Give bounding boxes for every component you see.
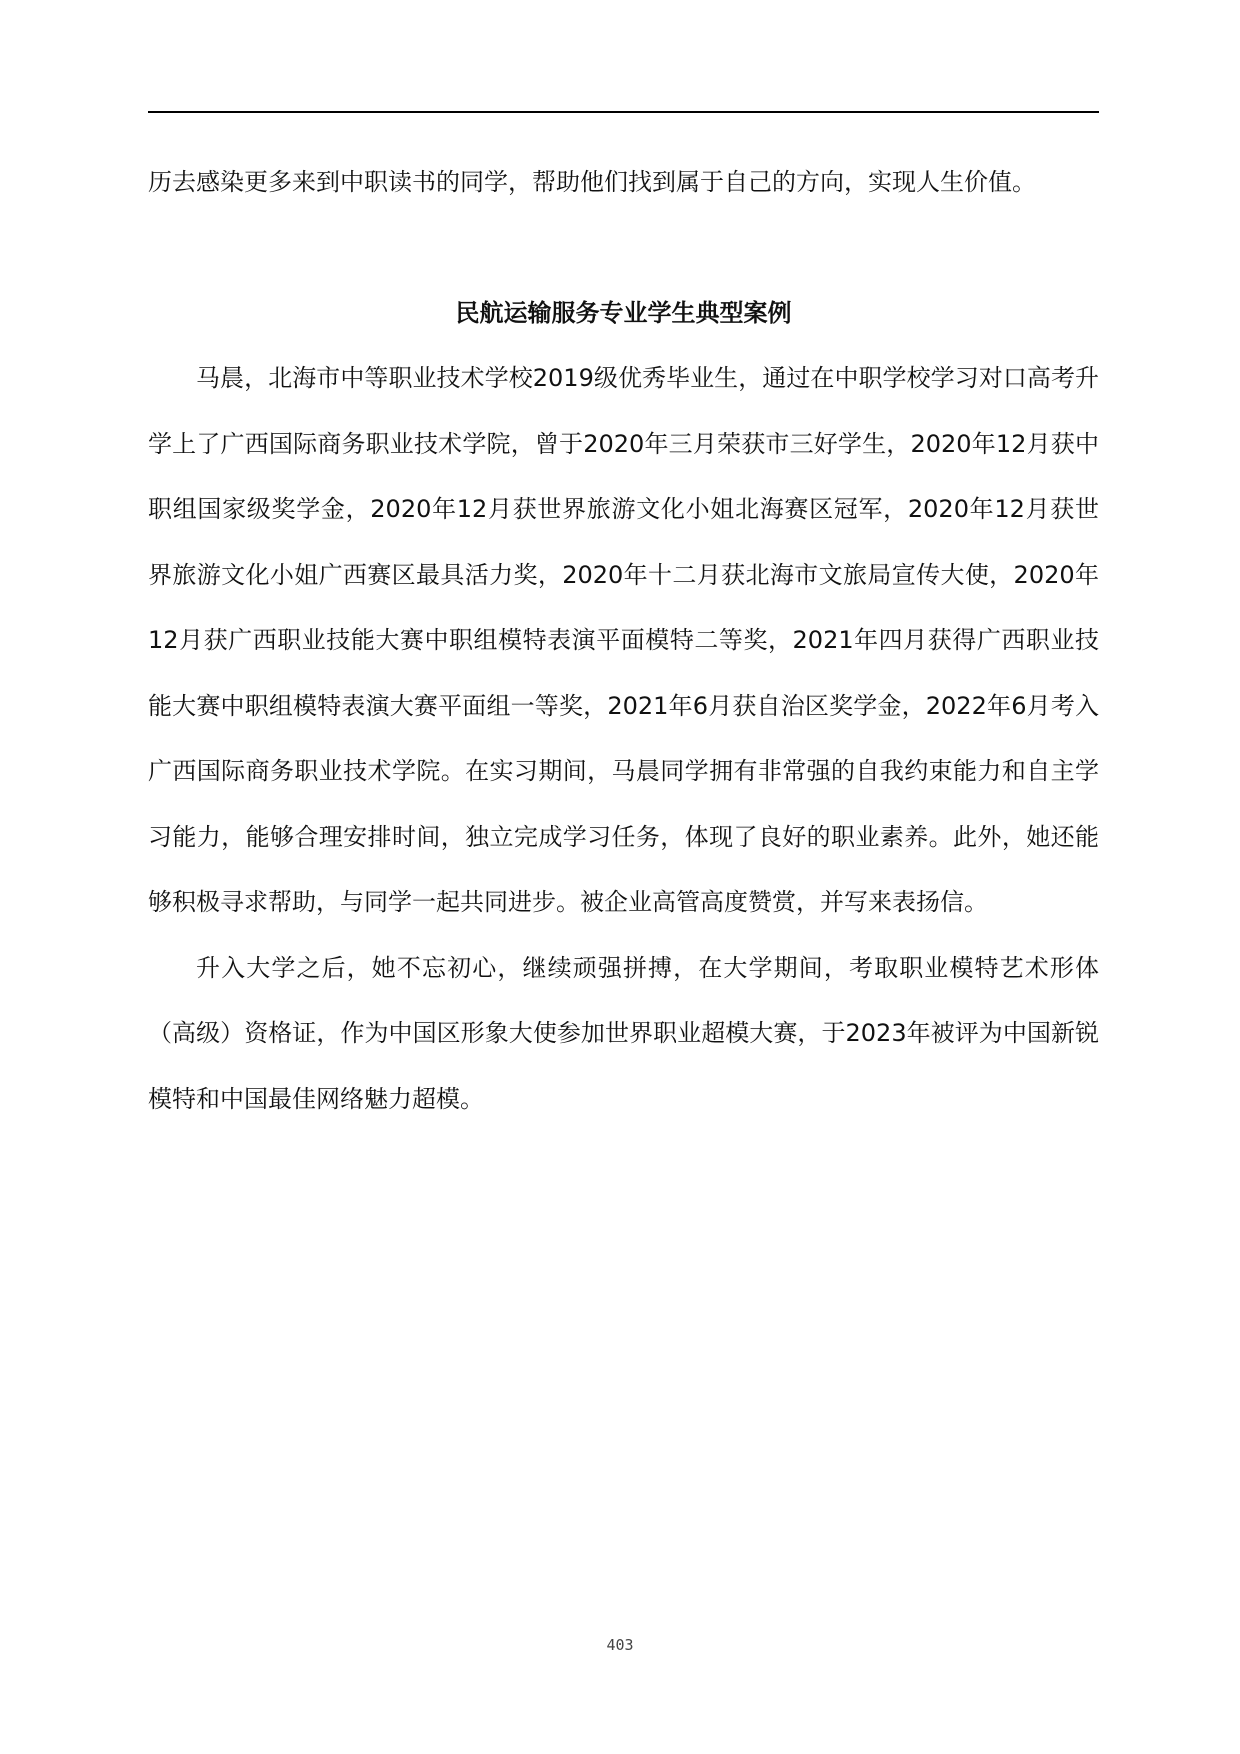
continuation-paragraph: 历去感染更多来到中职读书的同学，帮助他们找到属于自己的方向，实现人生价值。 — [148, 168, 1036, 196]
page-number: 403 — [606, 1636, 634, 1654]
header-rule — [148, 111, 1099, 113]
body-paragraph-2: 升入大学之后，她不忘初心，继续顽强拼搏，在大学期间，考取职业模特艺术形体（高级）资格证，作为中国区形象大使参加世界职业超模大赛，于2023年被评为中国新锐模特和中国最佳网络魅力超模。 — [148, 953, 1099, 1113]
document-body — [148, 150, 1099, 1132]
body-paragraph-1: 马晨，北海市中等职业技术学校2019级优秀毕业生，通过在中职学校学习对口高考升学上了广西国际商务职业技术学院，曾于2020年三月荣获市三好学生，2020年12月获中职组国家级奖学金，2020年12月获世界旅游文化小姐北海赛区冠军，2020年12月获世界旅游文化小姐广西赛区最具活力奖，2020年十二月获北海市文旅局宣传大使，2020年12月获广西职业技能大赛中职组模特表演平面模特二等奖，2021年四月获得广西职业技能大赛中职组模特表演大赛平面组一等奖，2021年6月获自治区奖学金，2022年6月考入广西国际商务职业技术学院。在实习期间，马晨同学拥有非常强的自我约束能力和自主学习能力，能够合理安排时间，独立完成学习任务，体现了良好的职业素养。此外，她还能够积极寻求帮助，与同学一起共同进步。被企业高管高度赞赏，并写来表扬信。 — [148, 364, 1099, 916]
section-title: 民航运输服务专业学生典型案例 — [455, 298, 792, 327]
